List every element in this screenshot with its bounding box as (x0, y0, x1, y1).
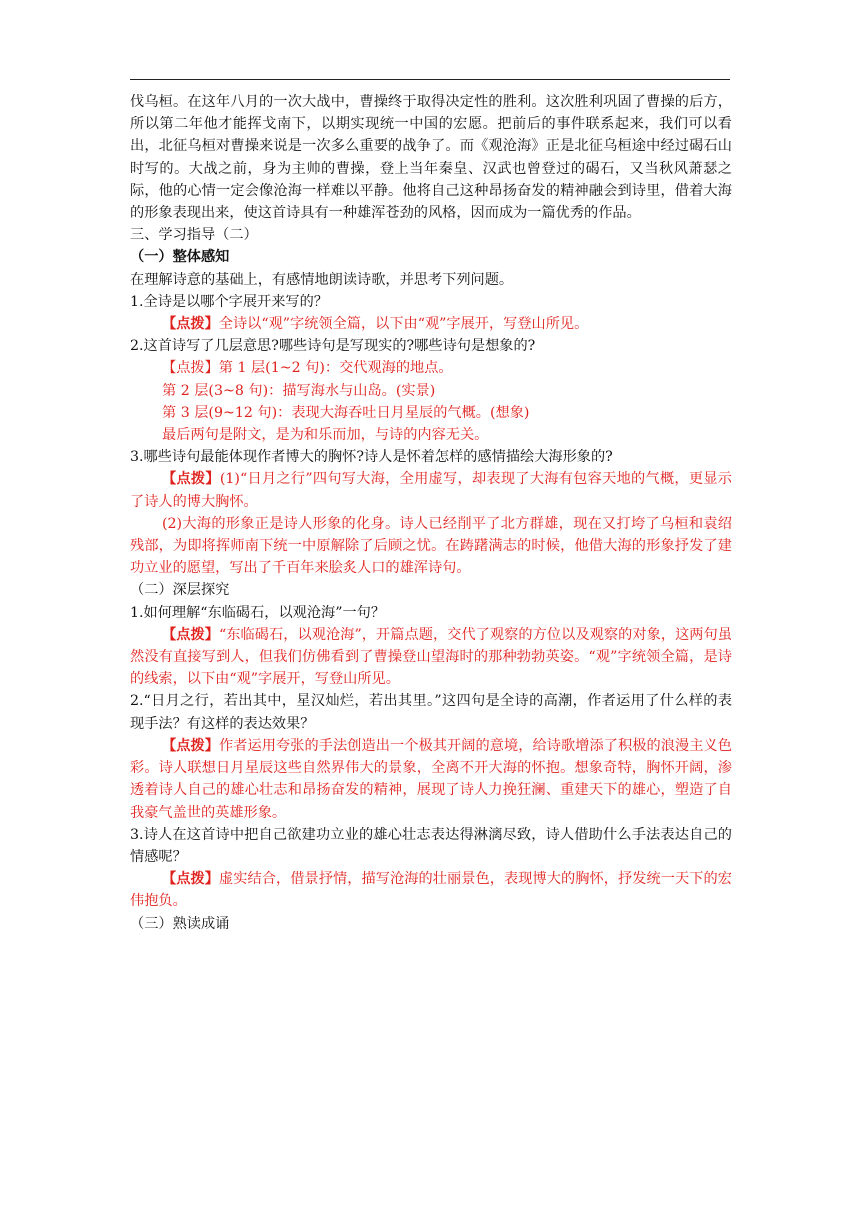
part1-question-2: 2.这首诗写了几层意思?哪些诗句是写现实的?哪些诗句是想象的? (130, 338, 536, 355)
part1-answer-3-para-1 (130, 468, 732, 512)
part1-instruction: 在理解诗意的基础上，有感情地朗读诗歌，并思考下列问题。 (130, 271, 514, 288)
answer-text: 全诗以“观”字统领全篇，以下由“观”字展开，写登山所见。 (218, 316, 589, 333)
part2-answer-1 (130, 624, 732, 691)
part2-answer-3 (130, 868, 732, 912)
hint-tag: 【点拨】 (162, 471, 220, 488)
answer-text: 虚实结合，借景抒情，描写沧海的壮丽景色，表现博大的胸怀，抒发统一天下的宏伟抱负。 (130, 871, 732, 910)
part1-answer-2-line-2: 第 2 层(3~8 句)：描写海水与山岛。(实景) (162, 382, 436, 399)
hint-tag: 【点拨】 (162, 737, 220, 754)
part3-heading: （三）熟读成诵 (130, 915, 230, 932)
part1-heading: （一）整体感知 (130, 249, 230, 266)
part2-question-3: 3.诗人在这首诗中把自己欲建功立业的雄心壮志表达得淋漓尽致，诗人借助什么手法表达自己的情感呢？ (130, 826, 732, 865)
part1-answer-1 (130, 313, 732, 335)
answer-text: 第 1 层(1~2 句)：交代观海的地点。 (218, 360, 453, 377)
part1-answer-2-line-4: 最后两句是附文，是为和乐而加，与诗的内容无关。 (162, 427, 489, 444)
hint-tag: 【点拨】 (162, 316, 219, 333)
hint-tag: 【点拨】 (162, 360, 219, 377)
document-body (130, 91, 732, 935)
answer-text: “东临碣石，以观沧海”，开篇点题，交代了观察的方位以及观察的对象，这两句虽然没有直接写到人，但我们仿佛看到了曹操登山望海时的那种勃勃英姿。“观”字统领全篇，是诗的线索，以下由“观”字展开，写登山所见。 (130, 626, 732, 688)
part2-answer-2 (130, 735, 732, 824)
part1-answer-2-line-1 (130, 357, 732, 379)
header-rule (130, 79, 730, 80)
part2-question-1: 1.如何理解“东临碣石，以观沧海”一句？ (130, 604, 386, 621)
part2-heading: （二）深层探究 (130, 582, 230, 599)
part1-answer-3-para-2: (2)大海的形象正是诗人形象的化身。诗人已经削平了北方群雄，现在又打垮了乌桓和袁绍残部，为即将挥师南下统一中原解除了后顾之忧。在踌躇满志的时候，他借大海的形象抒发了建功立业的愿望，写出了千百年来脍炙人口的雄浑诗句。 (130, 515, 732, 577)
intro-paragraph: 伐乌桓。在这年八月的一次大战中，曹操终于取得决定性的胜利。这次胜利巩固了曹操的后方，所以第二年他才能挥戈南下，以期实现统一中国的宏愿。把前后的事件联系起来，我们可以看出，北征乌桓对曹操来说是一次多么重要的战争了。而《观沧海》正是北征乌桓途中经过碣石山时写的。大战之前，身为主帅的曹操，登上当年秦皇、汉武也曾登过的碣石，又当秋风萧瑟之际，他的心情一定会像沧海一样难以平静。他将自己这种昂扬奋发的精神融会到诗里，借着大海的形象表现出来，使这首诗具有一种雄浑苍劲的风格，因而成为一篇优秀的作品。 (130, 94, 732, 222)
answer-text: 作者运用夸张的手法创造出一个极其开阔的意境，给诗歌增添了积极的浪漫主义色彩。诗人联想日月星辰这些自然界伟大的景象，全离不开大海的怀抱。想象奇特，胸怀开阔，渗透着诗人自己的雄心壮志和昂扬奋发的精神，展现了诗人力挽狂澜、重建天下的雄心，塑造了自我豪气盖世的英雄形象。 (130, 737, 732, 821)
part1-question-3: 3.哪些诗句最能体现作者博大的胸怀?诗人是怀着怎样的感情描绘大海形象的? (130, 449, 613, 466)
part2-question-2: 2.“日月之行，若出其中，星汉灿烂，若出其里。”这四句是全诗的高潮，作者运用了什么样的表现手法？有这样的表达效果？ (130, 693, 732, 732)
part1-answer-2-line-3: 第 3 层(9~12 句)：表现大海吞吐日月星辰的气概。(想象) (162, 404, 530, 421)
hint-tag: 【点拨】 (162, 871, 220, 888)
section-title: 三、学习指导（二） (130, 227, 258, 244)
part1-question-1: 1.全诗是以哪个字展开来写的？ (130, 293, 328, 310)
hint-tag: 【点拨】 (162, 626, 219, 643)
answer-text: (1)“日月之行”四句写大海，全用虚写，却表现了大海有包容天地的气概，更显示了诗人的博大胸怀。 (130, 471, 732, 510)
